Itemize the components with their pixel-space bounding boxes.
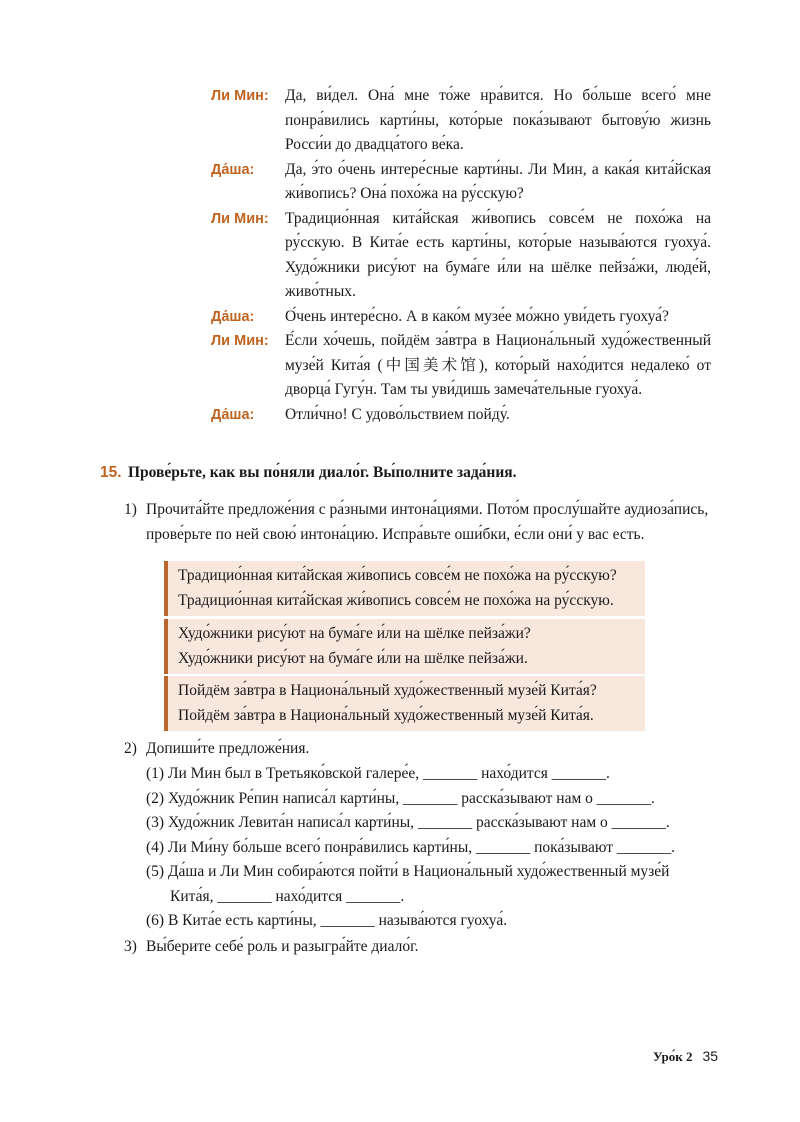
sentence-statement: Худо́жники рису́ют на бума́ге и́ли на шёлке пейза́жи. <box>178 649 528 667</box>
dialogue-turn <box>211 207 711 305</box>
speaker-name: Ли Мин: <box>211 210 269 227</box>
sentence-question: Пойдём за́втра в Национа́льный худо́жественный музе́й Кита́я? <box>178 682 597 699</box>
speaker-name: Да́ша: <box>211 308 255 325</box>
speaker-name: Да́ша: <box>211 406 255 423</box>
dialogue <box>211 84 711 427</box>
lesson-label: Уро́к 2 <box>653 1049 693 1064</box>
subtask-number: 1) <box>124 501 137 518</box>
subtask-text: Прочита́йте предложе́ния с ра́зными интона́циями. Пото́м прослу́шайте аудиоза́пись, прове́рьте по ней свою́ интона́цию. Испра́вьте оши́бки, е́сли они́ у вас есть. <box>146 501 709 543</box>
page-footer <box>653 1048 718 1065</box>
intonation-box <box>164 676 645 731</box>
sentence-question: Традицио́нная кита́йская жи́вопись совсе́м не похо́жа на ру́сскую? <box>178 567 617 584</box>
fill-in-item: (5) Да́ша и Ли Мин собира́ются пойти́ в Национа́льный худо́жественный музе́й <box>146 863 670 880</box>
dialogue-line: Да, ви́дел. Она́ мне то́же нра́вится. Но бо́льше всего́ мне понра́вились карти́ны, кото́рые пока́зывают бытову́ю жизнь Росси́и до двадца́того ве́ка. <box>285 87 711 153</box>
fill-in-item: (1) Ли Мин был в Третьяко́вской галере́е, _______ нахо́дится _______. <box>146 765 610 782</box>
subtask-3 <box>124 935 712 960</box>
task-number: 15. <box>100 464 122 481</box>
fill-in-item: (4) Ли Ми́ну бо́льше всего́ понра́вились карти́ны, _______ пока́зывают _______. <box>146 838 676 856</box>
sentence-question: Худо́жники рису́ют на бума́ге и́ли на шёлке пейза́жи? <box>178 625 531 642</box>
fill-in-item: (6) В Кита́е есть карти́ны, _______ называ́ются гуохуа́. <box>146 912 508 929</box>
task-title: Прове́рьте, как вы по́няли диало́г. Вы́полните зада́ния. <box>128 464 517 481</box>
dialogue-turn <box>211 84 711 158</box>
fill-in-item-continuation: Кита́я, _______ нахо́дится _______. <box>170 887 405 905</box>
dialogue-turn <box>211 403 711 428</box>
intonation-box <box>164 561 645 616</box>
dialogue-line: Е́сли хо́чешь, пойдём за́втра в Национа́льный худо́жественный музе́й Кита́я (中国美术馆), кото́рый нахо́дится недалеко́ от дворца́ Гугу́н. Там ты уви́дишь замеча́тельные гуохуа́. <box>285 332 711 398</box>
sentence-statement: Пойдём за́втра в Национа́льный худо́жественный музе́й Кита́я. <box>178 706 594 724</box>
speaker-name: Да́ша: <box>211 161 255 178</box>
subtask-1 <box>124 498 712 547</box>
dialogue-line: Традицио́нная кита́йская жи́вопись совсе́м не похо́жа на ру́сскую. В Кита́е есть карти́ны, кото́рые называ́ются гуохуа́. Худо́жники рису́ют на бума́ге и́ли на шёлке пейза́жи, люде́й, живо́тных. <box>285 209 711 300</box>
subtask-text: Вы́берите себе́ роль и разыгра́йте диало́г. <box>146 938 419 955</box>
dialogue-turn <box>211 158 711 207</box>
fill-in-item: (2) Худо́жник Ре́пин написа́л карти́ны, _______ расска́зывают нам о _______. <box>146 789 655 807</box>
dialogue-turn <box>211 329 711 403</box>
subtask-number: 3) <box>124 938 137 955</box>
dialogue-turn <box>211 305 711 330</box>
dialogue-line: Отли́чно! С удово́льствием пойду́. <box>285 405 510 423</box>
fill-in-item: (3) Худо́жник Левита́н написа́л карти́ны, _______ расска́зывают нам о _______. <box>146 814 670 831</box>
page-number: 35 <box>702 1048 719 1064</box>
intonation-box <box>164 619 645 674</box>
speaker-name: Ли Мин: <box>211 88 269 104</box>
subtask-2 <box>124 737 712 762</box>
fill-in-items <box>146 762 712 934</box>
dialogue-line: Да, э́то о́чень интере́сные карти́ны. Ли Мин, а кака́я кита́йская жи́вопись? Она́ похо́жа на ру́сскую? <box>285 160 711 202</box>
speaker-name: Ли Мин: <box>211 333 269 349</box>
subtask-text: Допиши́те предложе́ния. <box>146 740 310 757</box>
dialogue-line: О́чень интере́сно. А в како́м музе́е мо́жно уви́деть гуохуа́? <box>285 307 669 325</box>
subtask-number: 2) <box>124 740 137 757</box>
sentence-statement: Традицио́нная кита́йская жи́вопись совсе́м не похо́жа на ру́сскую. <box>178 591 614 609</box>
task-heading <box>100 464 517 482</box>
